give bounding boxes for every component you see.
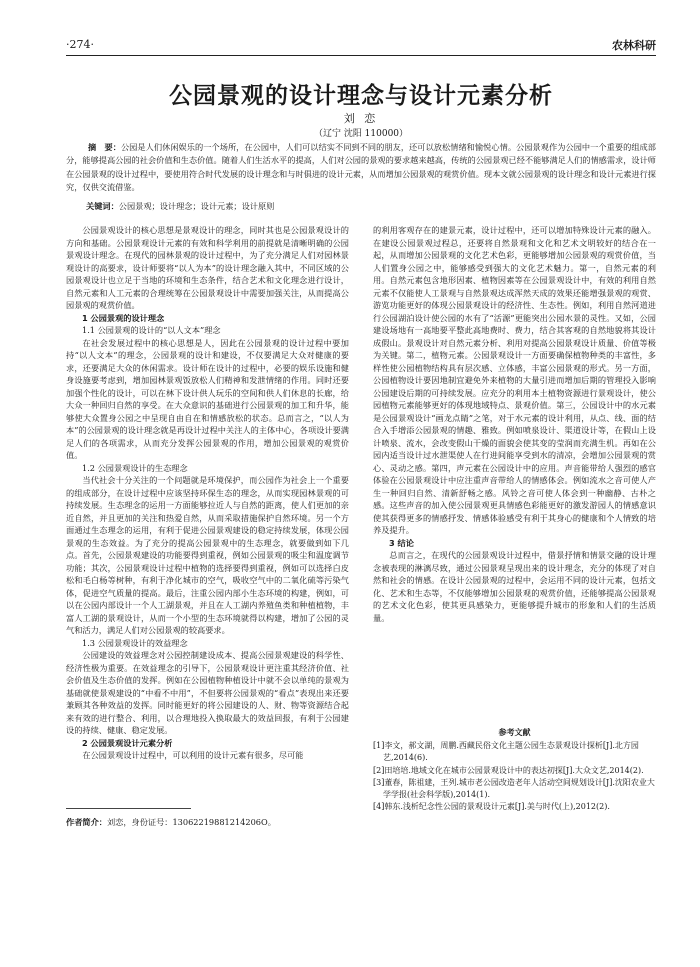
references-title: 参考文献 — [498, 728, 531, 737]
header-rule — [66, 55, 656, 56]
reference-item: [3]董春，陈祖建，王列.城市老公园改造老年人活动空间规划设计[J].沈阳农业大学学报(社会科学版),2014(1). — [373, 777, 655, 800]
subsection-heading-1-2: 1.2 公园景观设计的生态理念 — [82, 462, 188, 473]
page-number: ·274· — [66, 38, 94, 51]
reference-item: [4]韩东.浅析纪念性公园的景观设计元素[J].美与时代(上),2012(2). — [373, 802, 610, 812]
paragraph-1-2: 当代社会十分关注的一个问题就是环境保护，而公园作为社会上一个重要的组成部分，在设计过程中应该坚持环保生态的理念，从而实现园林景观的可持续发展。生态理念的运用一方面能够拉近人与自然的距离，使人们更加的亲近自然，并且更加的关注和热爱自然，从而采取措施保护自然环境。另一个方面通过生态理念的运用，有利于促进公园景观建设的稳定持续发展，体现公园景观的生态效益。为了充分的提高公园景观中的生态理念，就要做到如下几点。首先，公园景观建设的功能要得到重视，例如公园景观的吸尘和温度调节功能；其次，公园景观设计过程中植物的选择要得到重视，例如可以选择白皮松和毛白杨等树种，有利于净化城市的空气，吸收空气中的二氧化硫等污染气体，促进空气质量的提高。最后，注重公园内部小生态环境的构建，例如，可以在公园内部设计一个人工湖景观，并且在人工湖内养殖鱼类和种植植物，丰富人工湖的景观设计，从而一个小型的生态环境就得以构建，增加了公园的灵气和活力，满足人们对公园景观的较高要求。 — [66, 475, 349, 635]
subsection-heading-1-1: 1.1 公园景观的设计的“以人文本”理念 — [82, 325, 221, 335]
section-heading-2: 2 公园景观设计元素分析 — [82, 737, 173, 748]
author-note-text: 刘恋，身份证号：13062219881214206О。 — [106, 817, 276, 827]
abstract-text: 公园是人们休闲娱乐的一个场所，在公园中，人们可以结实不同到不同的朋友，还可以放松情绪和愉悦心情。公园景观作为公园中一个重要的组成部分，能够提高公园的社会价值和生态价值。随着人们生活水平的提高，人们对公园的景观的要求越来越高，传统的公园景观已经不能够满足人们的情感需求，设计师在公园景观的设计过程中，要使用符合时代发展的设计理念和与时俱进的设计元素，从而增加公园景观的观赏价值。现本文就公园景观的设计理念和设计元素进行探究，仅供交流借鉴。 — [66, 142, 656, 192]
paragraph-2-continued: 的利用客观存在的建景元素，设计过程中，还可以增加特殊设计元素的融入。在建设公园景观过程总，还要将自然景观和文化和艺术文明较好的结合在一起，从而增加公园景观的文化艺术色彩，更能够增加公园景观的观赏价值，当人们置身公园之中，能够感受到强大的文化艺术魅力。第一，自然元素的利用。自然元素包含地形因素、植物因素等在公园景观设计中，有效的利用自然元素不仅能使人工景观与自然景观达成浑然天成的效果还能增强景观的观赏、游览功能更好的体现公园景观设计的经济性、生态性。例如，利用自然河道进行公园湖泊设计使公园的水有了“活源”更能突出公园水景的灵性。又如，公园建设场地有一高地要平整此高地费时、费力，结合其客观的自然地貌将其设计成假山。景观设计对自然元素分析、利用对提高公园景观设计质量、价值等极为关键。第二，植物元素。公园景观设计一方面要确保植物种类的丰富性，多样性使公园植物结构具有层次感、立体感，丰富公园景观的形式。另一方面，公园植物设计要因地制宜避免外来植物的大量引进而增加后期的管理投入影响公园建设后期的可持续发展。应充分的利用本土植物资源进行景观设计，使公园植物元素能够更好的体现地域特点、景观价值。第三，公园设计中的水元素是公园景观设计“画龙点睛”之笔，对于水元素的设计利用，从点、线、面的结合入手增添公园景观的情趣、雅致。例如喷泉设计、渠道设计等，在假山上设计喷泉、流水，会改变假山干燥的面貌会使其变的莹润而充满生机。再如在公园内适当设计过水泄渠使人在行进间能享受到水的清凉，会增加公园景观的赏心、灵动之感。第四，声元素在公园设计中的应用。声音能带给人强烈的感官体验在公园景观设计中应注重声音带给人的情感体会。例如流水之音可使人产生一种回归自然、清新舒畅之感。风铃之音可使人体会到一种幽静、古朴之感。这些声音的加入使公园景观更具情感色彩能更好的激发游园人的情感意识使其获得更多的情感抒发、情感体验感受有利于其身心的健康和个人情致的培养及提升。 — [373, 225, 656, 535]
article-title: 公园景观的设计理念与设计元素分析 — [169, 82, 553, 109]
journal-name: 农林科研 — [612, 39, 656, 52]
page-header — [66, 34, 656, 56]
author-name: 刘 恋 — [343, 112, 379, 125]
reference-item: [1]李文，郝文湖，周鹏.西藏民俗文化主题公园生态景观设计探析[J].北方园艺,2014(6). — [373, 741, 639, 763]
author-affiliation: （辽宁 沈阳 110000） — [313, 129, 409, 139]
left-column — [66, 224, 349, 854]
author-note — [66, 817, 656, 828]
right-column — [373, 224, 656, 724]
keywords-text: 公园景观；设计理念；设计元素；设计原则 — [118, 201, 275, 211]
intro-paragraph: 公园景观设计的核心思想是景观设计的理念，同时其也是公园景观设计的方向和基础。公园景观设计元素的有效和科学利用的前提就是清晰明确的公园景观设计理念。在现代的园林景观的设计过程中，为了充分满足人们对园林景观设计的高要求，设计师要将“以人为本”的设计理念融入其中，不同区域的公园景观设计也立足于当地的环境和生态条件，结合艺术和文化理念进行设计，自然元素和人工元素的合理统筹在公园景观设计中需要加强关注，从而提高公园景观的观赏价值。 — [66, 225, 349, 310]
author-note-label: 作者简介： — [66, 817, 107, 827]
references — [373, 727, 656, 813]
keywords-label: 关键词： — [86, 201, 119, 211]
paragraph-2-start: 在公园景观设计过程中，可以利用的设计元素有很多，尽可能 — [82, 750, 304, 760]
reference-item: [2]田培培.地域文化在城市公园景观设计中的表达初探[J].大众文艺,2014(2). — [373, 765, 644, 775]
subsection-heading-1-3: 1.3 公园景观设计的效益理念 — [82, 637, 188, 648]
paragraph-1-3: 公园建设的效益理念对公园控制建设成本、提高公园景观建设的科学性、经济性极为重要。在效益理念的引导下，公园景观设计更注重其经济价值、社会价值及生态价值的发挥。例如在公园植物种植设计中就不会以单纯的景观为基础就使景观建设的“中看不中用”，不但要将公园景观的“看点”表现出来还要兼顾其各种效益的发挥。同时能更好的将公园建设的人、财、物等资源结合起来有效的进行整合、利用，以合理地投入换取最大的效益回报，有利于公园建设的持续、健康、稳定发展。 — [66, 650, 349, 735]
section-heading-3: 3 结论 — [389, 537, 414, 548]
paragraph-3: 总而言之，在现代的公园景观设计过程中，借景抒情和情景交融的设计理念被表现的淋漓尽致，通过公园景观呈现出来的设计理念，充分的体现了对自然和社会的情感。在设计公园景观的过程中，会运用不同的设计元素，包括文化、艺术和生态等，不仅能够增加公园景观的观赏价值，还能够提高公园景观的艺术文化色彩，使其更具感染力，更能够提升城市的形象和人们的生活质量。 — [373, 550, 656, 623]
abstract-label: 摘 要： — [88, 142, 121, 152]
paragraph-1-1: 在社会发展过程中的核心思想是人，因此在公园景观的设计过程中要加持“以人文本”的理念，公园景观的设计和建设，不仅要满足大众对健康的要求，还要满足大众的休闲需求。设计师在设计的过程中，必要的娱乐设施和健身设施要考虑到，增加园林景观饭放松人们精神和发泄情绪的作用。同时还要加强个性化的设计，可以在林下设计供人玩乐的空间和供人们休息的长廊，给大众一种回归自然的享受。在大众意识的基础进行公园景观的加工和升华，能够使大众置身公园之中呈现自由自在和情感放松的状态。总而言之，“以人为本”的公园景观的设计理念就是再设计过程中关注人的主体中心，各项设计要满足人们的各项需求，从而充分发挥公园景观的作用，增加公园景观的观赏价值。 — [66, 337, 349, 460]
footnote-rule — [66, 808, 191, 809]
keywords — [86, 201, 274, 212]
section-heading-1: 1 公园景观的设计理念 — [82, 312, 165, 323]
abstract — [66, 141, 656, 194]
